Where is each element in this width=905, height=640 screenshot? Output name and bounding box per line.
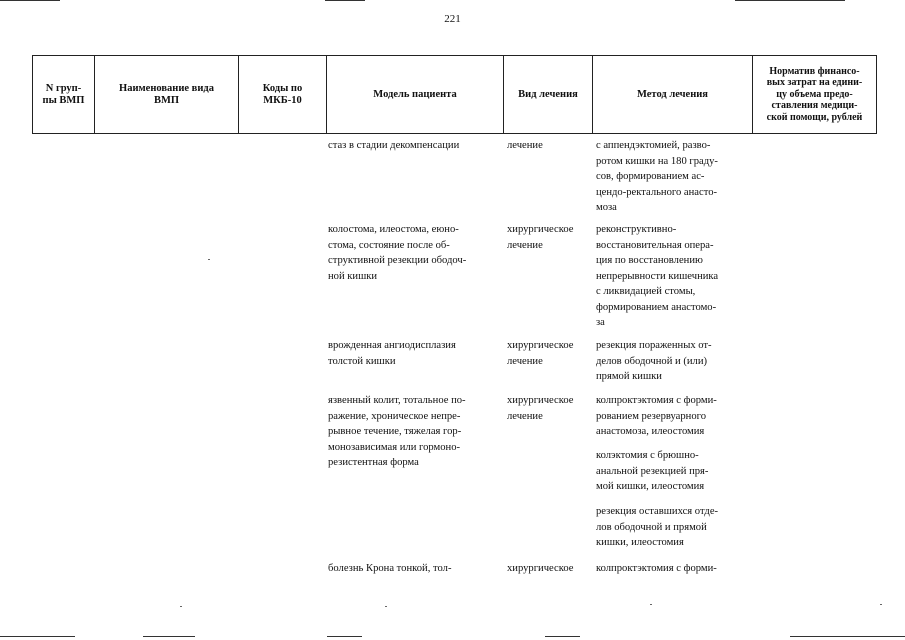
row-3-method-0: колпроктэктомия с форми- рованием резервуарного анастомоза, илеостомия — [596, 395, 717, 437]
header-text: Метод лечения — [637, 88, 708, 100]
row-1-model: колостома, илеостома, еюно- стома, состояние после об- структивной резекции ободоч- ной кишки — [328, 224, 467, 282]
header-text: N груп- пы ВМП — [42, 82, 85, 106]
scan-mark-bottom-2 — [143, 636, 195, 637]
scan-speck — [208, 259, 210, 260]
row-4-type: хирургическое — [507, 563, 574, 574]
scan-mark-bottom-3 — [327, 636, 362, 637]
scan-mark-bottom-5 — [790, 636, 905, 637]
row-4-method-0: колпроктэктомия с форми- — [596, 563, 717, 574]
header-text: Модель пациента — [373, 88, 457, 100]
row-4-model: болезнь Крона тонкой, тол- — [328, 563, 452, 574]
row-1-method-0: реконструктивно- восстановительная опера- ция по восстановлению непрерывности кишечника с ликвидацией стомы, формированием анастомо- за — [596, 224, 719, 328]
row-0-model: стаз в стадии декомпенсации — [328, 140, 460, 151]
scan-speck — [650, 604, 652, 605]
scan-mark-bottom-4 — [545, 636, 580, 637]
header-text: Наименование вида ВМП — [119, 82, 214, 106]
scan-speck — [880, 604, 882, 605]
page-number: 221 — [444, 13, 461, 25]
header-text: Коды по МКБ-10 — [262, 82, 303, 106]
header-text: Норматив финансо- вых затрат на едини- цу объема предо- ставления медици- ской помощи, рублей — [766, 65, 863, 123]
row-0-type: лечение — [507, 140, 543, 151]
scan-speck — [385, 606, 387, 607]
row-1-type: хирургическое лечение — [507, 224, 574, 251]
row-2-method-0: резекция пораженных от- делов ободочной и (или) прямой кишки — [596, 340, 712, 382]
scan-speck — [180, 606, 182, 607]
row-3-type: хирургическое лечение — [507, 395, 574, 422]
row-0-method-0: с аппендэктомией, разво- ротом кишки на 180 граду- сов, формированием ас- цендо-ректального анасто- моза — [596, 140, 718, 213]
row-2-type: хирургическое лечение — [507, 340, 574, 367]
header-text: Вид лечения — [518, 88, 578, 100]
row-3-method-2: резекция оставшихся отде- лов ободочной и прямой кишки, илеостомия — [596, 506, 719, 548]
scan-mark-bottom-1 — [0, 636, 75, 637]
row-3-method-1: колэктомия с брюшно- анальной резекцией пря- мой кишки, илеостомия — [596, 450, 709, 492]
row-2-model: врожденная ангиодисплазия толстой кишки — [328, 340, 456, 367]
row-3-model: язвенный колит, тотальное по- ражение, хроническое непре- рывное течение, тяжелая гор- монозависимая или гормоно- резистентная форма — [328, 395, 466, 468]
